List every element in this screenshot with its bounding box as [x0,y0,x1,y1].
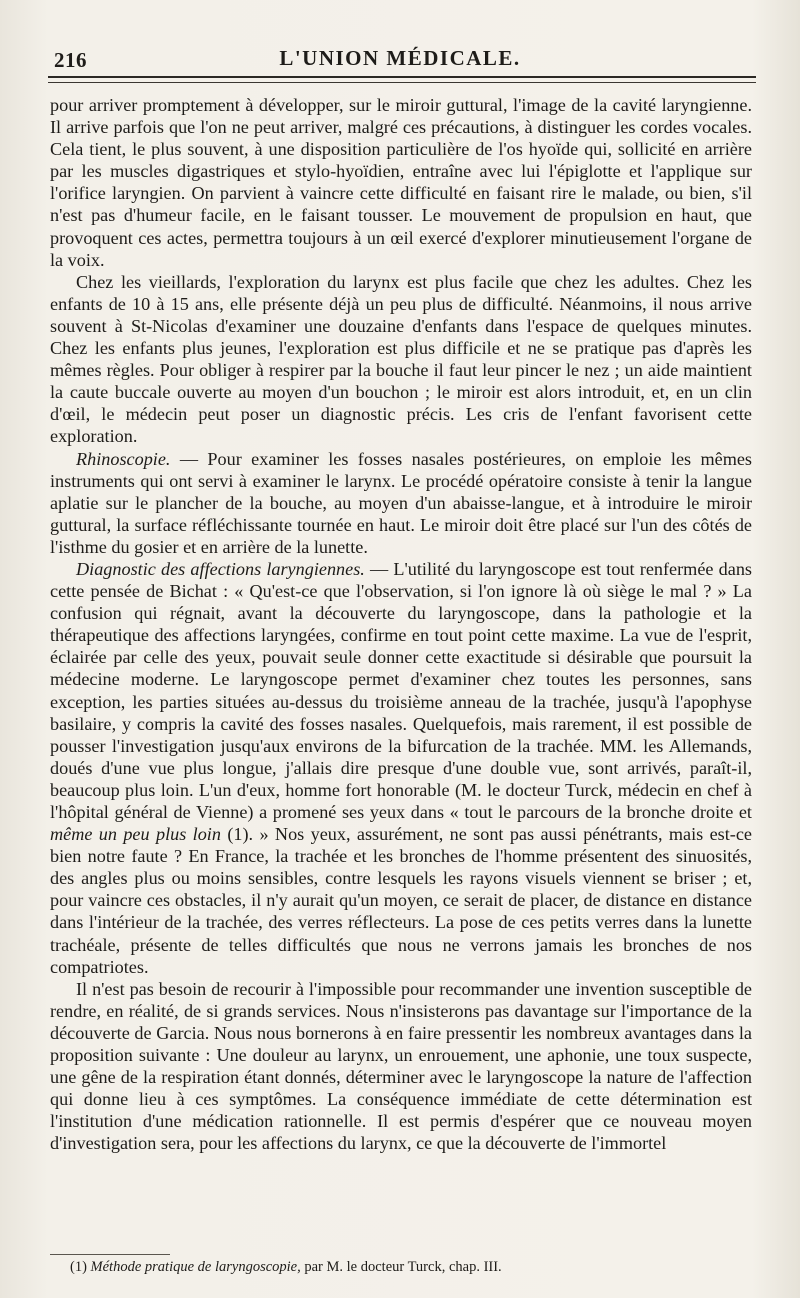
footnote-text: par M. le docteur Turck, chap. III. [304,1259,502,1275]
paragraph-rhinoscopie [50,448,752,558]
running-title: L'UNION MÉDICALE. [279,46,521,70]
footnote-rule [50,1254,170,1255]
paragraph-text-tail: (1). » Nos yeux, assurément, ne sont pas aussi pénétrants, mais est-ce bien notre faute ? En France, la trachée et les bronches de l'homme présentent des sinuosités, des angles plus ou moins sensibles, contre lesquels les rayons visuels viennent se briser ; et, pour vaincre ces obstacles, il n'y aurait qu'un moyen, ce serait de placer, de distance en distance dans l'intérieur de la trachée, des verres réflecteurs. La pose de ces petits verres dans la lunette trachéale, présente de telles difficultés que nous ne verrons jamais les bronches de nos compatriotes. [50,824,752,977]
paragraph-2 [50,271,752,448]
paragraph-text: — L'utilité du laryngoscope est tout renfermée dans cette pensée de Bichat : « Qu'est-ce que l'observation, si l'on ignore là où siège le mal ? » La confusion qui régnait, avant la découverte du laryngoscope, dans la pathologie et la thérapeutique des affections laryngées, confirme en tout point cette maxime. La vue de l'esprit, éclairée par celle des yeux, pouvait seule donner cette exactitude si désirable que poursuit la médecine moderne. Le laryngoscope permet d'examiner chez toutes les personnes, sans exception, les parties situées au-dessus du troisième anneau de la trachée, jusqu'à l'apophyse basilaire, y compris la cavité des fosses nasales. Quelquefois, mais rarement, il est possible de pousser l'investigation jusqu'aux environs de la bifurcation de la trachée. MM. les Allemands, doués d'une vue plus longue, j'allais dire presque d'une double vue, sont arrivés, paraît-il, beaucoup plus loin. L'un d'eux, homme fort honorable (M. le docteur Turck, médecin en chef à l'hôpital général de Vienne) a promené ses yeux dans « tout le parcours de la bronche droite et [50,558,752,822]
section-heading: Rhinoscopie. [76,448,171,469]
emphasis-text: même un peu plus loin [50,824,221,845]
footnote-marker: (1) [70,1259,87,1275]
paragraph-5 [50,978,752,1155]
page-number: 216 [54,48,87,72]
paragraph-diagnostic [50,558,752,978]
paragraph-text: Il n'est pas besoin de recourir à l'impossible pour recommander une invention susceptible de rendre, en réalité, de si grands services. Nous n'insisterons pas davantage sur l'importance de la découverte de Garcia. Nous nous bornerons à en faire pressentir les nombreux avantages dans la proposition suivante : Une douleur au larynx, un enrouement, une aphonie, une toux suspecte, une gêne de la respiration étant donnés, déterminer avec le laryngoscope la nature de l'affection qui donne lieu à ces symptômes. La conséquence immédiate de cette détermination est l'institution d'une médication rationnelle. Il est permis d'espérer que ce nouveau moyen d'investigation sera, pour les affections du larynx, ce que la découverte de l'immortel [50,978,752,1154]
header-rule [48,76,756,78]
paragraph-1 [50,94,752,271]
footnote-title: Méthode pratique de laryngoscopie, [90,1259,301,1275]
footnote [70,1258,752,1276]
paragraph-text: — Pour examiner les fosses nasales postérieures, on emploie les mêmes instruments qui ont servi à examiner le larynx. Le procédé opératoire consiste à tenir la langue aplatie sur le plancher de la bouche, au moyen d'un abaisse-langue, et à introduire le miroir guttural, la surface réfléchissante tournée en haut. Le miroir doit être placé sur l'un des côtés de l'isthme du gosier et en arrière de la lunette. [50,448,752,557]
paragraph-text: Chez les vieillards, l'exploration du larynx est plus facile que chez les adultes. Chez les enfants de 10 à 15 ans, elle présente déjà un peu plus de difficulté. Néanmoins, il nous arrive souvent à St-Nicolas d'examiner une douzaine d'enfants dans l'espace de quelques minutes. Chez les enfants plus jeunes, l'exploration est plus difficile et ne se pratique pas d'après les mêmes règles. Pour obliger à respirer par la bouche il faut leur pincer le nez ; un aide maintient la caute buccale ouverte au moyen d'un bouchon ; le miroir est alors introduit, et, en un clin d'œil, le médecin peut poser un diagnostic précis. Les cris de l'enfant favorisent cette exploration. [50,271,752,447]
paragraph-text: pour arriver promptement à développer, sur le miroir guttural, l'image de la cavité laryngienne. Il arrive parfois que l'on ne peut arriver, malgré ces précautions, à distinguer les cordes vocales. Cela tient, le plus souvent, à une disposition particulière de l'os hyoïde qui, sollicité en arrière par les muscles digastriques et stylo-hyoïdien, entraîne avec lui l'épiglotte et l'applique sur l'orifice laryngien. On parvient à vaincre cette difficulté en faisant rire le malade, ou bien, s'il n'est pas d'humeur facile, en le faisant tousser. Le mouvement de propulsion en haut, que provoquent ces actes, permettra toujours à un œil exercé d'explorer minutieusement l'organe de la voix. [50,95,752,270]
body-text [50,94,752,1155]
header-rule-thin [48,82,756,83]
page-header [48,38,752,70]
section-heading: Diagnostic des affections laryngiennes. [76,558,365,579]
